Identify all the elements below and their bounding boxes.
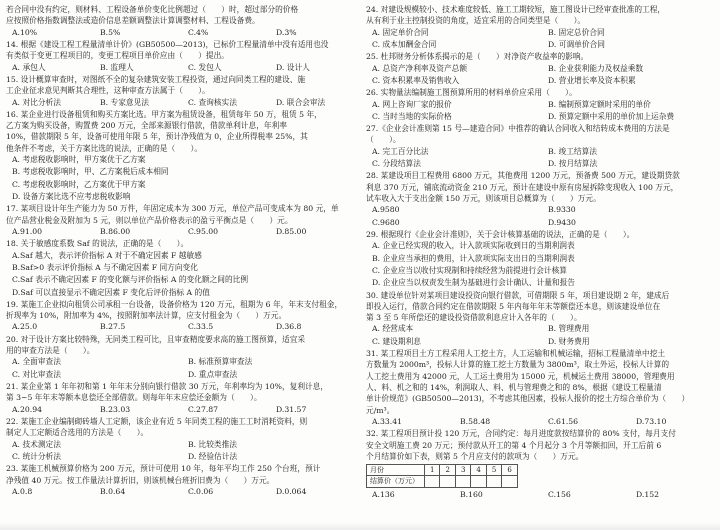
question-text: 位产品营业税金及附加为 5 元，则以单位产品价格表示的盈亏平衡点是（ ）元。 xyxy=(6,215,293,225)
question-text: 若合同中没有约定，则材料、工程设备单价变化比例超过（ ）时，超过部分的价格 xyxy=(6,5,299,14)
question-text: 个月结算价如下表，则第 5 个月应支付的款项为（ ）万元。 xyxy=(366,451,584,461)
answer-options xyxy=(366,489,714,500)
question-text: 元/m³。 xyxy=(366,405,395,415)
answer-options xyxy=(6,62,354,73)
answer-option[interactable]: A.10% xyxy=(12,27,38,37)
answer-option[interactable]: B. 比较类推法 xyxy=(188,439,237,449)
answer-option[interactable]: C. 当时当地的实际价格 xyxy=(372,111,452,121)
answer-option[interactable]: A. 考虑税收影响时，甲方案优于乙方案 xyxy=(12,155,146,165)
question-text: 利息 370 万元，铺底流动资金 210 万元，预计在建设中原有房屋拆除变现收入 100 万元， xyxy=(366,182,679,192)
question-text: 安全文明施工费 20 万元；预付款从开工的第 4 个月起分 3 个月等额扣回，开工后前 6 xyxy=(366,440,662,450)
answer-option[interactable]: C.61.56 xyxy=(548,416,579,426)
answer-options xyxy=(6,274,354,285)
answer-options xyxy=(6,27,354,38)
answer-option[interactable]: D. 可调单价合同 xyxy=(548,39,605,49)
answer-option[interactable]: B. 考虑税收影响时，甲、乙方案税后成本相同 xyxy=(12,167,169,177)
answer-option[interactable]: C.4% xyxy=(188,27,209,37)
answer-option[interactable]: C.27.87 xyxy=(188,404,219,414)
answer-options xyxy=(6,404,354,415)
question-text: 净残值 40 万元。按工作量法计算折旧，则该机械台班折旧费为（ ）万元。 xyxy=(6,475,275,485)
table-month-cell: 1 xyxy=(425,465,440,476)
question-text: 28. 某建设项目工程费用 6800 万元，其他费用 1200 万元，预备费 500 万元，建设期贷款 xyxy=(366,171,680,181)
answer-options xyxy=(366,75,714,86)
question-text: 22. 某施工企业编制砌砖墙人工定额，该企业有近 5 年同类工程的施工工时消耗资料，则 xyxy=(6,416,308,426)
table-month-cell: 4 xyxy=(471,465,486,476)
answer-options xyxy=(6,97,354,108)
question-text: 20. 对于设计方案比较特殊，无同类工程可比，且审查精度要求高的施工图预算，适宜采 xyxy=(6,334,306,344)
answer-option[interactable]: B.Saf>0 表示评价指标 A 与不确定因素 F 同方向变化 xyxy=(12,262,198,272)
answer-options xyxy=(6,451,354,462)
question-text: 32. 某工程项目预计投 120 万元，合同约定：每月进度款按结算价的 80% 支付，每月支付 xyxy=(366,429,676,439)
answer-options xyxy=(366,111,714,122)
question-text: 他条件不考虑，关于方案比选的说法，正确的是（ ）。 xyxy=(6,143,203,153)
question-text: 27.《企业会计准则第 15 号—建造合同》中推荐的确认合同收入和结转成本费用的方法是 xyxy=(366,124,670,134)
answer-options xyxy=(6,369,354,380)
answer-options xyxy=(366,99,714,110)
answer-option[interactable]: A.33.41 xyxy=(372,416,403,426)
answer-option[interactable]: C. 发包人 xyxy=(188,62,222,72)
question-text: 第 3~5 年年末等额本息偿还全部借款。则每年年末应偿还金额为（ ）。 xyxy=(6,393,262,403)
question-text: 试车收入大于支出金额 150 万元，则该项目总概算为（ ）万元。 xyxy=(366,194,601,203)
answer-option[interactable]: D. 按月结算法 xyxy=(548,159,598,169)
answer-option[interactable]: D. 设计人 xyxy=(276,62,310,72)
answer-option[interactable]: B.0.64 xyxy=(100,486,126,496)
answer-option[interactable]: C. 企业应当以收付实现制和持续经营为前提进行会计核算 xyxy=(372,265,567,275)
answer-option[interactable]: A. 技术测定法 xyxy=(12,439,61,449)
answer-option[interactable]: B. 企业获利能力及权益乘数 xyxy=(548,63,644,73)
question-text: 应按照价格指数调整法或造价信息差额调整法计算调整材料、工程设备费。 xyxy=(6,16,260,26)
answer-option[interactable]: B. 管理费用 xyxy=(548,324,590,334)
answer-options xyxy=(6,321,354,332)
answer-options xyxy=(366,217,714,228)
answer-option[interactable]: D.85.00 xyxy=(276,226,307,236)
answer-option[interactable]: C. 建设期利息 xyxy=(372,336,421,346)
question-text: 第 3 至 5 年所偿还的建设投资借款利息应计入各年的（ ）。 xyxy=(366,313,582,323)
answer-options xyxy=(6,179,354,190)
question-text: 26. 实物量法编制施工图预算所用的材料单价应采用（ ）。 xyxy=(366,88,577,98)
answer-option[interactable]: B.23.03 xyxy=(100,404,131,414)
question-text: 从有利于业主控制投资的角度，适宜采用的合同类型是（ ）。 xyxy=(366,16,586,26)
answer-option[interactable]: C.Saf 表示不确定因素 F 的变化额与评价指标 A 的变化额之间的比例 xyxy=(12,275,249,285)
answer-options xyxy=(366,277,714,288)
table-month-cell: 2 xyxy=(440,465,455,476)
answer-options xyxy=(366,265,714,276)
left-column xyxy=(6,4,354,530)
table-value-cell xyxy=(455,476,470,487)
answer-options xyxy=(366,146,714,157)
table-row-label: 结算价（万元） xyxy=(367,476,425,487)
answer-option[interactable]: B. 企业应当承担的费用，计入款项实际支出日的当期利润表 xyxy=(372,253,575,263)
answer-option[interactable]: D. 财务费用 xyxy=(548,336,590,346)
answer-option[interactable]: A.0.8 xyxy=(12,486,33,496)
answer-options xyxy=(6,226,354,237)
question-text: 15. 设计概算审查时，对图纸不全的复杂建筑安装工程投资，通过向同类工程的建设、施 xyxy=(6,74,306,84)
question-text: 人、料、机之和的 14%，利润取人、料、机与管理费之和的 8%，根据《建设工程量清 xyxy=(366,383,662,392)
answer-option[interactable]: B. 标准预算审查法 xyxy=(188,357,253,367)
answer-option[interactable]: A. 对比分析法 xyxy=(12,97,61,107)
question-text: 工企业征求意见判断其合理性，这种审查方法属于（ ）。 xyxy=(6,86,210,96)
answer-option[interactable]: C.33.5 xyxy=(188,322,214,332)
question-text: 23. 某施工机械预算价格为 200 万元，预计可使用 10 年，每年平均工作 250 个台班，预计 xyxy=(6,464,321,474)
question-text: 乙方案为购买设备，购置费 200 万元，全部来源银行借款，借款单利计息，年利率 xyxy=(6,121,287,131)
answer-options xyxy=(6,250,354,261)
answer-option[interactable]: A. 完工百分比法 xyxy=(372,146,429,156)
table-value-cell xyxy=(471,476,486,487)
table-month-cell: 3 xyxy=(455,465,470,476)
answer-option[interactable]: A. 承包人 xyxy=(12,62,46,72)
answer-option[interactable]: D.3% xyxy=(276,27,297,37)
answer-option[interactable]: C. 分段结算法 xyxy=(372,159,421,169)
answer-option[interactable]: A.91.00 xyxy=(12,226,43,236)
answer-option[interactable]: D. 联合会审法 xyxy=(276,97,326,107)
answer-options xyxy=(6,486,354,497)
table-month-cell: 5 xyxy=(486,465,501,476)
question-text: 单计价规范》(GB50500—2013)，不考虑其他因素，投标人报价的挖土方综合单价为（ ） xyxy=(366,394,690,404)
question-text: 30. 建设单位针对某项目建设投资向银行借款，可借期限 5 年，项目建设期 2 年，建成后 xyxy=(366,290,670,300)
answer-option[interactable]: A.25.0 xyxy=(12,322,38,332)
answer-option[interactable]: C.156 xyxy=(548,489,571,499)
table-value-cell xyxy=(425,476,440,487)
answer-option[interactable]: D. 预算定额中采用的单价加上运杂费 xyxy=(548,111,675,121)
table-value-cell xyxy=(502,476,517,487)
answer-option[interactable]: B. 编制预算定额时采用的单价 xyxy=(548,99,651,109)
table-value-cell xyxy=(440,476,455,487)
answer-option[interactable]: B. 监理人 xyxy=(100,62,134,72)
answer-option[interactable]: C. 资本积累率及销售收入 xyxy=(372,75,460,85)
answer-option[interactable]: B. 竣工结算法 xyxy=(548,146,597,156)
answer-option[interactable]: C. 考虑税收影响时，乙方案优于甲方案 xyxy=(12,179,146,189)
answer-option[interactable]: B.5% xyxy=(100,27,121,37)
question-text: 折现率为 10%，附加率为 4%，按照附加率法计算，应支付租金为（ ）万元。 xyxy=(6,311,287,321)
answer-option[interactable]: D. 设备方案比选不应考虑税收影响 xyxy=(12,192,131,201)
table-month-cell: 6 xyxy=(502,465,517,476)
answer-option[interactable]: D.73.10 xyxy=(636,416,667,426)
question-text: 用的审查方法是（ ）。 xyxy=(6,346,95,356)
answer-option[interactable]: A.Saf 越大，表示评价指标 A 对于不确定因素 F 越敏感 xyxy=(12,250,202,260)
answer-option[interactable]: C. 成本加酬金合同 xyxy=(372,39,437,49)
question-text: 16. 某企业进行设备租赁和购买方案比选。甲方案为租赁设备，租赁每年 50 万，租赁 5 年， xyxy=(6,109,322,119)
answer-option[interactable]: D. 营业增长率及资本积累 xyxy=(548,75,636,85)
answer-options xyxy=(6,262,354,273)
answer-option[interactable]: C.95.00 xyxy=(188,226,219,236)
answer-option[interactable]: D.31.57 xyxy=(276,404,307,414)
question-text: 10%，借款期限 5 年，设备可使用年限 5 年，预计净残值为 0，企业所得税率 25%，其 xyxy=(6,132,308,142)
answer-option[interactable]: C. 统计分析法 xyxy=(12,451,61,461)
answer-option[interactable]: A. 企业已经实现的收入，计入款项实际收到日的当期利润表 xyxy=(372,241,575,251)
answer-option[interactable]: C. 查询核实法 xyxy=(188,97,237,107)
page-bottom-shadow xyxy=(0,522,720,530)
answer-options xyxy=(6,191,354,202)
answer-option[interactable]: A.136 xyxy=(372,489,395,499)
answer-options xyxy=(366,240,714,251)
answer-option[interactable]: B.9330 xyxy=(548,205,576,215)
answer-option[interactable]: A. 固定单价合同 xyxy=(372,27,429,37)
question-text: 29. 根据现行《企业会计准则》，关于会计核算基础的说法，正确的是（ ）。 xyxy=(366,229,635,239)
answer-options xyxy=(366,336,714,347)
answer-options xyxy=(366,416,714,427)
answer-option[interactable]: B.27.5 xyxy=(100,322,126,332)
question-text: 24. 对建设规模较小、技术难度较低、施工工期较短，施工图设计已经审查批准的工程， xyxy=(366,5,666,14)
answer-option[interactable]: A. 全面审查法 xyxy=(12,357,61,367)
answer-options xyxy=(366,253,714,264)
answer-options xyxy=(366,39,714,50)
answer-option[interactable]: A. 经营成本 xyxy=(372,324,414,334)
answer-option[interactable]: B.86.00 xyxy=(100,226,131,236)
answer-option[interactable]: B. 固定总价合同 xyxy=(548,27,605,37)
question-text: 方数量为 2000m³，投标人计算的施工挖土方数量为 3800m³，取土外运，投标人计算的 xyxy=(366,360,670,370)
answer-option[interactable]: A. 网上咨询厂家的报价 xyxy=(372,99,452,109)
table-value-cell xyxy=(486,476,501,487)
answer-option[interactable]: D.9430 xyxy=(548,217,576,227)
answer-option[interactable]: B. 专家意见法 xyxy=(100,97,149,107)
question-text: 18. 关于敏感度系数 Saf 的说法，正确的是（ ）。 xyxy=(6,239,189,249)
question-text: 人工挖土费用为 42000 元，人工运土费用为 15000 元，机械运土费用 38000，管理费用 xyxy=(366,371,675,381)
question-text: 制定人工定额适合选用的方法是（ ）。 xyxy=(6,428,149,438)
question-text: （ ）。 xyxy=(366,135,401,145)
answer-options xyxy=(366,158,714,169)
answer-option[interactable]: D. 企业应当以权责发生制为基础进行会计确认、计量和报告 xyxy=(372,278,575,288)
answer-option[interactable]: C. 对比审查法 xyxy=(12,369,61,379)
question-text: 即投入运行，借款合同约定在借款期限 5 年内每年年末等额偿还本息，则该建设单位在 xyxy=(366,301,661,311)
answer-options xyxy=(366,204,714,215)
answer-option[interactable]: D.152 xyxy=(636,489,660,499)
question-text: 25. 杜邦财务分析体系揭示的是（ ）对净资产收益率的影响。 xyxy=(366,52,589,62)
answer-options xyxy=(6,356,354,367)
answer-option[interactable]: A.20.94 xyxy=(12,404,43,414)
answer-options xyxy=(366,27,714,38)
question-text: 14. 根据《建设工程工程量清单计价》(GB50500—2013)，已标价工程量清单中没有适用也没 xyxy=(6,39,329,49)
answer-option[interactable]: D.0.064 xyxy=(276,486,307,496)
question-text: 31. 某工程项目土方工程采用人工挖土方，人工运输和机械运输，招标工程量清单中挖土 xyxy=(366,349,666,359)
question-text: 17. 某项目设计年生产能力为 50 万件，年固定成本为 300 万元，单位产品可变成本为 80 元，单 xyxy=(6,204,339,214)
answer-options xyxy=(366,323,714,334)
table-header-cell: 月份 xyxy=(367,465,425,476)
answer-options xyxy=(366,63,714,74)
question-text: 21. 某企业第 1 年年初和第 1 年年末分别向银行借款 30 万元，年利率均为 10%，复利计息， xyxy=(6,382,329,391)
question-text: 19. 某施工企业拟向租赁公司承租一台设备，设备价格为 120 万元，租期为 6 年，年末支付租金， xyxy=(6,299,343,309)
answer-option[interactable]: D. 经验估计法 xyxy=(188,451,238,461)
answer-option[interactable]: D.36.8 xyxy=(276,322,302,332)
right-column xyxy=(366,4,714,530)
answer-option[interactable]: C.0.06 xyxy=(188,486,214,496)
answer-options xyxy=(6,439,354,450)
question-text: 有类似于变更工程项目的，变更工程项目单价应由（ ）提出。 xyxy=(6,51,229,61)
settlement-table xyxy=(366,464,518,488)
answer-options xyxy=(6,166,354,177)
answer-option[interactable]: B.160 xyxy=(460,489,483,499)
answer-option[interactable]: D. 重点审查法 xyxy=(188,369,238,379)
answer-options xyxy=(6,287,354,298)
answer-option[interactable]: A.9580 xyxy=(372,205,400,215)
answer-option[interactable]: C.9680 xyxy=(372,217,400,227)
answer-option[interactable]: A. 总资产净利率及资产总额 xyxy=(372,63,468,73)
answer-option[interactable]: D.Saf 可以直接显示不确定因素 F 变化后评价指标 A 的值 xyxy=(12,287,210,297)
answer-options xyxy=(6,154,354,165)
answer-option[interactable]: B.58.48 xyxy=(460,416,491,426)
